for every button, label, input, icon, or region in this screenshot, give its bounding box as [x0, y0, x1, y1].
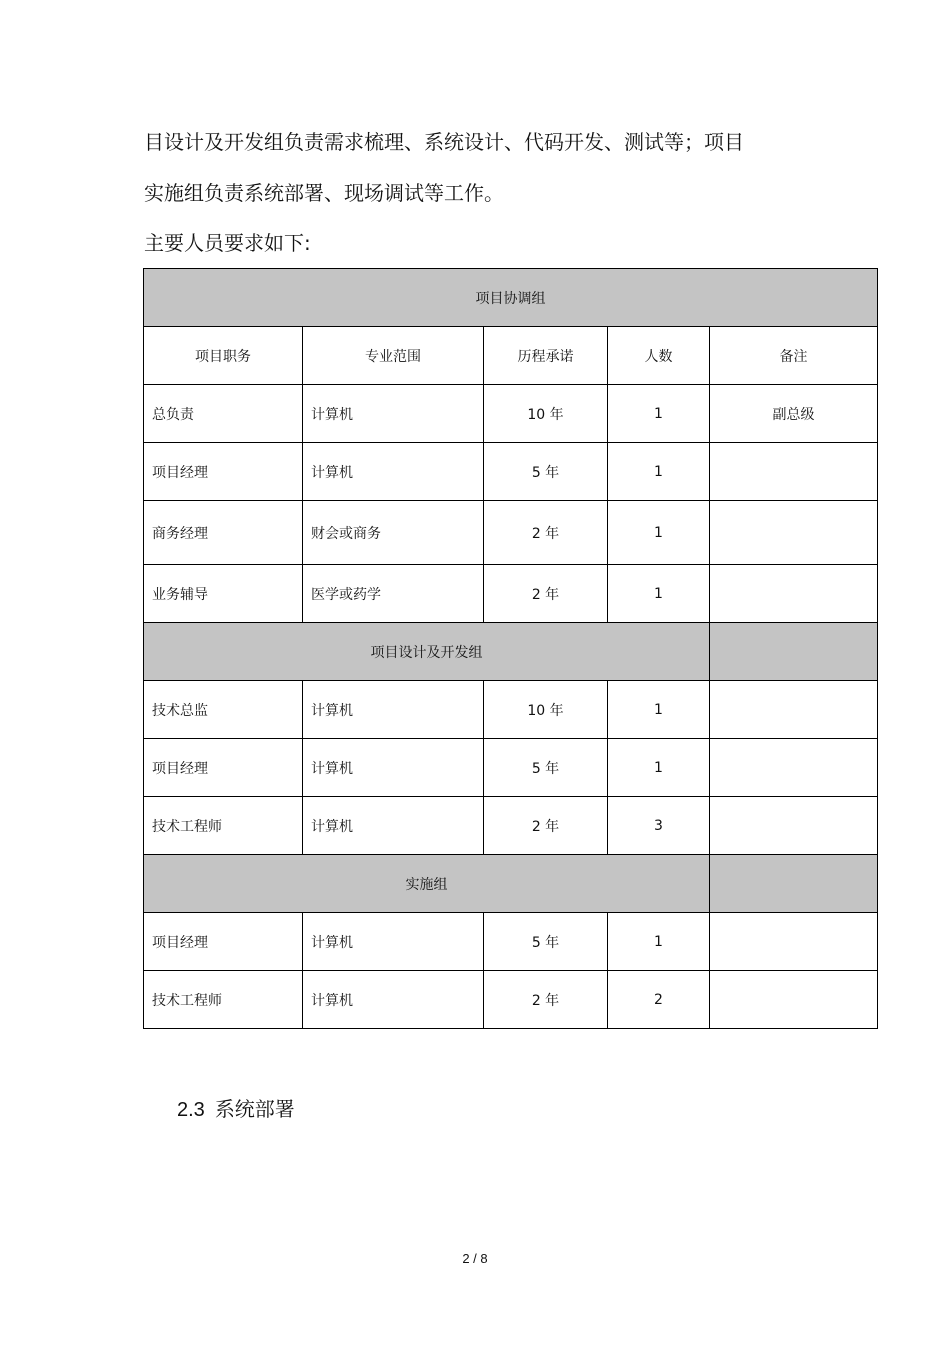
major-cell: 计算机: [303, 443, 484, 501]
experience-cell: 2 年: [484, 971, 608, 1029]
count-cell: 1: [608, 681, 710, 739]
header-cell-major: 专业范围: [303, 327, 484, 385]
count-cell: 1: [608, 739, 710, 797]
major-cell: 计算机: [303, 739, 484, 797]
role-cell: 项目经理: [144, 913, 303, 971]
role-cell: 技术工程师: [144, 797, 303, 855]
remark-cell: [710, 971, 878, 1029]
group-row-implementation: [144, 855, 878, 913]
group-title-cell: 实施组: [144, 855, 710, 913]
section-heading: [177, 1095, 295, 1124]
major-cell: 财会或商务: [303, 501, 484, 565]
table-row: [144, 681, 878, 739]
table-row: [144, 501, 878, 565]
count-cell: 2: [608, 971, 710, 1029]
group-remark-cell: [710, 855, 878, 913]
staff-requirements-table: [143, 268, 878, 1029]
role-cell: 项目经理: [144, 739, 303, 797]
role-cell: 技术工程师: [144, 971, 303, 1029]
count-cell: 1: [608, 501, 710, 565]
remark-cell: 副总级: [710, 385, 878, 443]
experience-cell: 10 年: [484, 385, 608, 443]
role-cell: 项目经理: [144, 443, 303, 501]
experience-cell: 5 年: [484, 913, 608, 971]
group-row-design-dev: [144, 623, 878, 681]
remark-cell: [710, 565, 878, 623]
table-row: [144, 385, 878, 443]
experience-cell: 2 年: [484, 565, 608, 623]
table-header-row: [144, 327, 878, 385]
header-cell-role: 项目职务: [144, 327, 303, 385]
count-cell: 1: [608, 565, 710, 623]
remark-cell: [710, 797, 878, 855]
count-cell: 1: [608, 385, 710, 443]
remark-cell: [710, 501, 878, 565]
count-cell: 1: [608, 443, 710, 501]
table-row: [144, 797, 878, 855]
paragraph-2: 实施组负责系统部署、现场调试等工作。: [144, 181, 504, 205]
table-row: [144, 443, 878, 501]
role-cell: 商务经理: [144, 501, 303, 565]
experience-cell: 5 年: [484, 739, 608, 797]
header-cell-remark: 备注: [710, 327, 878, 385]
major-cell: 计算机: [303, 385, 484, 443]
role-cell: 技术总监: [144, 681, 303, 739]
remark-cell: [710, 913, 878, 971]
major-cell: 计算机: [303, 681, 484, 739]
major-cell: 计算机: [303, 913, 484, 971]
count-cell: 1: [608, 913, 710, 971]
paragraph-1: 目设计及开发组负责需求梳理、系统设计、代码开发、测试等；项目: [144, 130, 744, 154]
experience-cell: 2 年: [484, 797, 608, 855]
header-cell-experience: 历程承诺: [484, 327, 608, 385]
table-row: [144, 565, 878, 623]
group-remark-cell: [710, 623, 878, 681]
remark-cell: [710, 739, 878, 797]
table-row: [144, 971, 878, 1029]
group-row-coordination: [144, 269, 878, 327]
role-cell: 业务辅导: [144, 565, 303, 623]
group-title-cell: 项目协调组: [144, 269, 878, 327]
section-title: 系统部署: [214, 1097, 295, 1121]
paragraph-3: 主要人员要求如下:: [144, 231, 311, 255]
table-row: [144, 913, 878, 971]
major-cell: 计算机: [303, 971, 484, 1029]
remark-cell: [710, 681, 878, 739]
major-cell: 计算机: [303, 797, 484, 855]
experience-cell: 10 年: [484, 681, 608, 739]
page-indicator: 2 / 8: [462, 1251, 488, 1266]
group-title-cell: 项目设计及开发组: [144, 623, 710, 681]
major-cell: 医学或药学: [303, 565, 484, 623]
experience-cell: 2 年: [484, 501, 608, 565]
count-cell: 3: [608, 797, 710, 855]
role-cell: 总负责: [144, 385, 303, 443]
section-number: 2.3: [177, 1099, 205, 1121]
remark-cell: [710, 443, 878, 501]
table-row: [144, 739, 878, 797]
header-cell-count: 人数: [608, 327, 710, 385]
experience-cell: 5 年: [484, 443, 608, 501]
